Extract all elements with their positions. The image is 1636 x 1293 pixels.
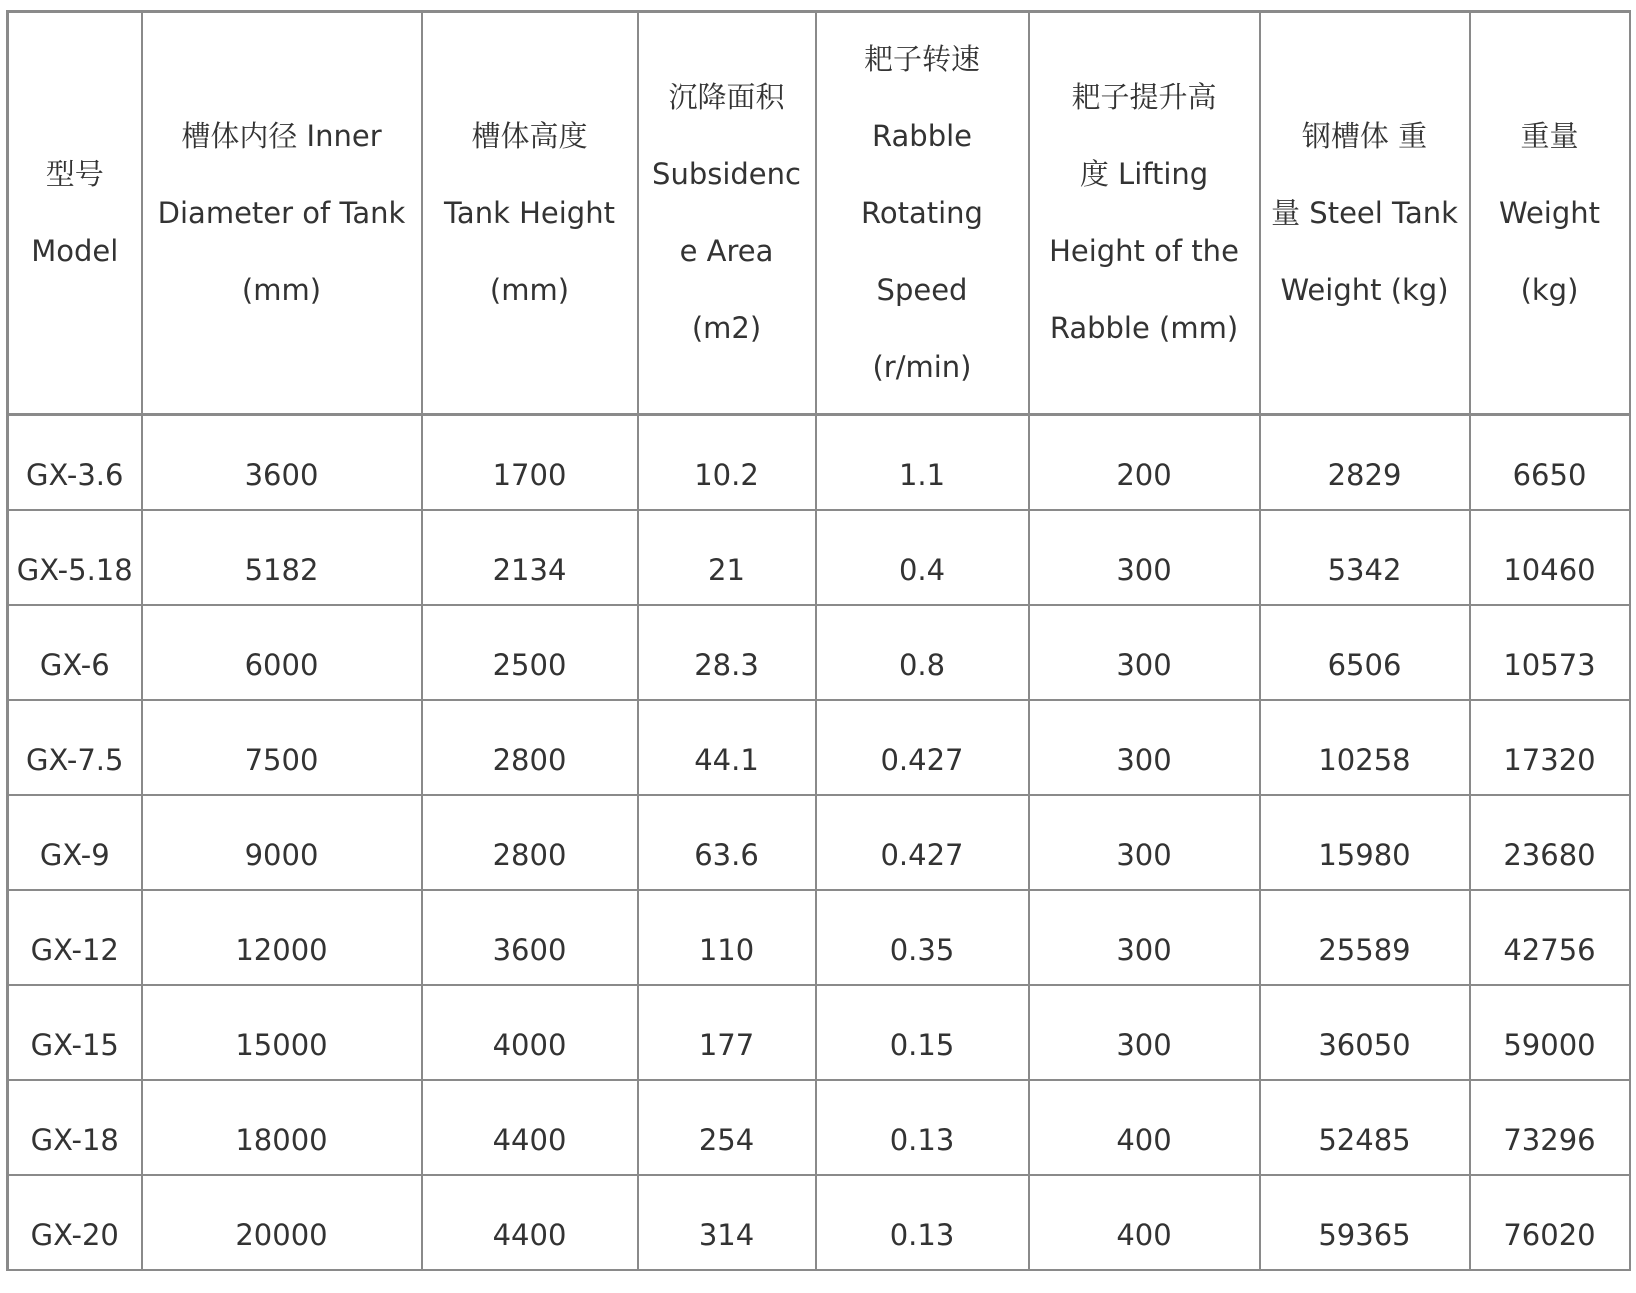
table-row [8, 985, 1630, 1080]
header-weight [1470, 12, 1630, 415]
cell-subsidence-area: 110 [638, 890, 816, 985]
cell-rabble-speed: 1.1 [816, 415, 1029, 510]
spec-table [6, 10, 1631, 1271]
cell-inner-diameter: 3600 [142, 415, 422, 510]
cell-lifting-height: 300 [1029, 890, 1260, 985]
cell-inner-diameter: 7500 [142, 700, 422, 795]
cell-subsidence-area: 10.2 [638, 415, 816, 510]
cell-inner-diameter: 18000 [142, 1080, 422, 1175]
cell-steel-tank-weight: 5342 [1260, 510, 1470, 605]
cell-model: GX-7.5 [8, 700, 142, 795]
table-row [8, 795, 1630, 890]
cell-tank-height: 4400 [422, 1175, 638, 1270]
cell-model: GX-15 [8, 985, 142, 1080]
header-line: 槽体高度 [471, 118, 588, 153]
header-line: 型号 [45, 157, 104, 191]
header-line: Rabble [872, 118, 972, 153]
header-line: (mm) [489, 272, 570, 307]
cell-lifting-height: 300 [1029, 985, 1260, 1080]
header-line: 度 Lifting [1079, 157, 1209, 191]
cell-weight: 23680 [1470, 795, 1630, 890]
cell-subsidence-area: 254 [638, 1080, 816, 1175]
cell-weight: 76020 [1470, 1175, 1630, 1270]
cell-tank-height: 2800 [422, 700, 638, 795]
header-line: Model [31, 234, 119, 268]
cell-steel-tank-weight: 2829 [1260, 415, 1470, 510]
cell-rabble-speed: 0.8 [816, 605, 1029, 700]
cell-tank-height: 4000 [422, 985, 638, 1080]
cell-tank-height: 2500 [422, 605, 638, 700]
cell-steel-tank-weight: 36050 [1260, 985, 1470, 1080]
cell-model: GX-12 [8, 890, 142, 985]
cell-tank-height: 2800 [422, 795, 638, 890]
cell-weight: 17320 [1470, 700, 1630, 795]
cell-steel-tank-weight: 10258 [1260, 700, 1470, 795]
header-line: Rabble (mm) [1049, 311, 1239, 345]
cell-tank-height: 2134 [422, 510, 638, 605]
cell-weight: 10573 [1470, 605, 1630, 700]
header-line: e Area [679, 234, 774, 268]
header-lifting-height [1029, 12, 1260, 415]
header-line: 钢槽体 重 [1301, 118, 1428, 153]
cell-inner-diameter: 20000 [142, 1175, 422, 1270]
header-line: Weight (kg) [1280, 272, 1449, 307]
cell-lifting-height: 400 [1029, 1175, 1260, 1270]
header-line: 重量 [1520, 118, 1579, 153]
cell-lifting-height: 300 [1029, 605, 1260, 700]
cell-subsidence-area: 21 [638, 510, 816, 605]
header-line: (r/min) [872, 349, 972, 384]
cell-inner-diameter: 9000 [142, 795, 422, 890]
table-row [8, 700, 1630, 795]
cell-model: GX-5.18 [8, 510, 142, 605]
cell-subsidence-area: 44.1 [638, 700, 816, 795]
cell-steel-tank-weight: 59365 [1260, 1175, 1470, 1270]
header-line: Rotating [861, 195, 983, 230]
table-row [8, 510, 1630, 605]
cell-tank-height: 1700 [422, 415, 638, 510]
cell-steel-tank-weight: 15980 [1260, 795, 1470, 890]
cell-model: GX-20 [8, 1175, 142, 1270]
header-line: Tank Height [444, 195, 615, 230]
cell-model: GX-3.6 [8, 415, 142, 510]
cell-inner-diameter: 5182 [142, 510, 422, 605]
header-line: (mm) [241, 272, 322, 307]
header-line: 量 Steel Tank [1271, 195, 1458, 230]
cell-subsidence-area: 177 [638, 985, 816, 1080]
cell-rabble-speed: 0.15 [816, 985, 1029, 1080]
cell-tank-height: 3600 [422, 890, 638, 985]
header-subsidence-area [638, 12, 816, 415]
header-line: 耙子转速 [863, 41, 980, 76]
cell-subsidence-area: 63.6 [638, 795, 816, 890]
cell-rabble-speed: 0.13 [816, 1080, 1029, 1175]
cell-inner-diameter: 15000 [142, 985, 422, 1080]
cell-weight: 6650 [1470, 415, 1630, 510]
header-line: (m2) [691, 311, 762, 345]
cell-rabble-speed: 0.35 [816, 890, 1029, 985]
header-rabble-speed [816, 12, 1029, 415]
header-line: 沉降面积 [668, 80, 785, 114]
header-row [8, 12, 1630, 415]
cell-lifting-height: 300 [1029, 795, 1260, 890]
header-inner-diameter [142, 12, 422, 415]
header-tank-height [422, 12, 638, 415]
cell-model: GX-6 [8, 605, 142, 700]
cell-steel-tank-weight: 52485 [1260, 1080, 1470, 1175]
header-line: Weight [1498, 195, 1601, 230]
cell-subsidence-area: 28.3 [638, 605, 816, 700]
cell-lifting-height: 300 [1029, 510, 1260, 605]
cell-rabble-speed: 0.13 [816, 1175, 1029, 1270]
table-row [8, 605, 1630, 700]
cell-rabble-speed: 0.4 [816, 510, 1029, 605]
table-row [8, 890, 1630, 985]
header-line: Height of the [1049, 234, 1239, 268]
cell-steel-tank-weight: 25589 [1260, 890, 1470, 985]
cell-inner-diameter: 12000 [142, 890, 422, 985]
header-line: (kg) [1520, 272, 1579, 307]
cell-weight: 73296 [1470, 1080, 1630, 1175]
header-line: 槽体内径 Inner [181, 118, 382, 153]
header-line: 耙子提升高 [1071, 80, 1217, 114]
cell-subsidence-area: 314 [638, 1175, 816, 1270]
header-line: Speed [876, 272, 968, 307]
cell-model: GX-18 [8, 1080, 142, 1175]
table-row [8, 415, 1630, 510]
table-row [8, 1080, 1630, 1175]
cell-lifting-height: 300 [1029, 700, 1260, 795]
cell-tank-height: 4400 [422, 1080, 638, 1175]
cell-lifting-height: 200 [1029, 415, 1260, 510]
cell-lifting-height: 400 [1029, 1080, 1260, 1175]
header-model [8, 12, 142, 415]
cell-rabble-speed: 0.427 [816, 700, 1029, 795]
cell-model: GX-9 [8, 795, 142, 890]
cell-weight: 10460 [1470, 510, 1630, 605]
header-line: Subsidenc [652, 157, 801, 191]
cell-inner-diameter: 6000 [142, 605, 422, 700]
cell-rabble-speed: 0.427 [816, 795, 1029, 890]
cell-steel-tank-weight: 6506 [1260, 605, 1470, 700]
header-line: Diameter of Tank [157, 195, 406, 230]
header-steel-tank-weight [1260, 12, 1470, 415]
cell-weight: 59000 [1470, 985, 1630, 1080]
table-row [8, 1175, 1630, 1270]
cell-weight: 42756 [1470, 890, 1630, 985]
